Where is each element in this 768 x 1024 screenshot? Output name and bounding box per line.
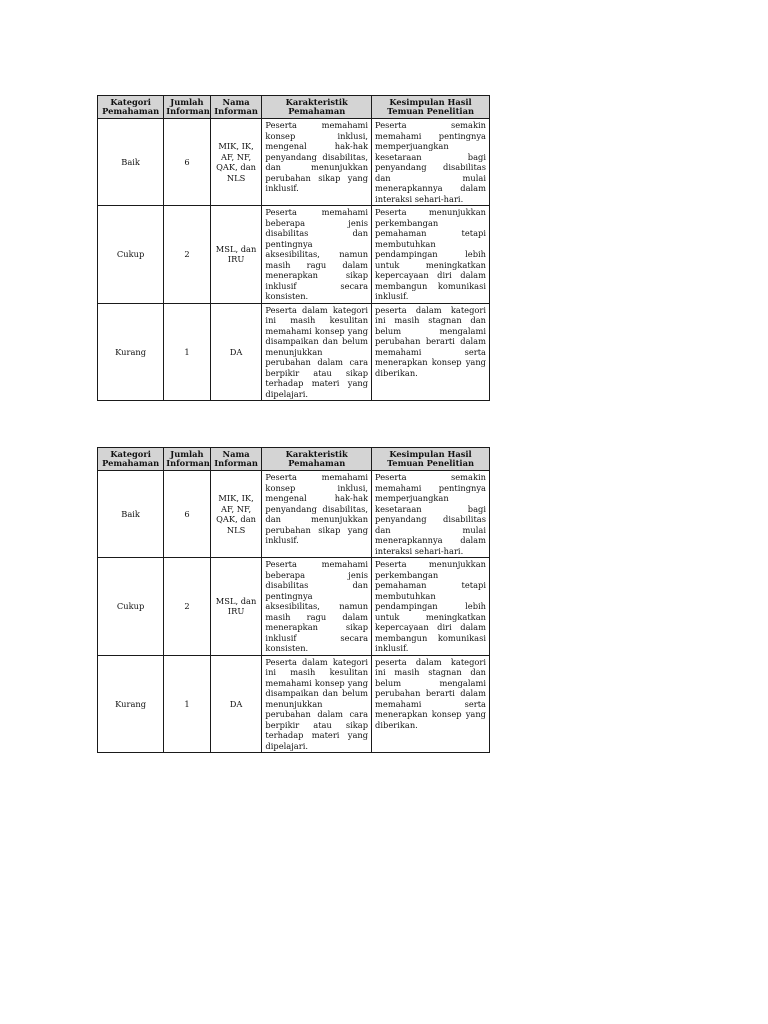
cell-nama: MSL, dan IRU <box>210 558 262 656</box>
cell-nama: DA <box>210 655 262 753</box>
table-row <box>98 655 490 753</box>
understanding-table-2 <box>97 447 490 753</box>
header-kategori: Kategori Pemahaman <box>98 448 164 471</box>
cell-karakteristik: Peserta memahami beberapa jenis disabilitas dan pentingnya aksesibilitas, namun masih ragu dalam menerapkan sikap inklusif secara konsisten. <box>262 206 372 304</box>
table-header-row <box>98 448 490 471</box>
table-row <box>98 303 490 401</box>
cell-karakteristik: Peserta memahami beberapa jenis disabilitas dan pentingnya aksesibilitas, namun masih ragu dalam menerapkan sikap inklusif secara konsisten. <box>262 558 372 656</box>
cell-kesimpulan: peserta dalam kategori ini masih stagnan dan belum mengalami perubahan berarti dalam memahami serta menerapkan konsep yang diberikan. <box>372 655 490 753</box>
table-row <box>98 119 490 206</box>
cell-nama: MIK, IK, AF, NF, QAK, dan NLS <box>210 119 262 206</box>
understanding-table-1 <box>97 95 490 401</box>
header-jumlah: Jumlah Informan <box>164 448 211 471</box>
header-karakteristik: Karakteristik Pemahaman <box>262 96 372 119</box>
cell-kesimpulan: Peserta menunjukkan perkembangan pemahaman tetapi membutuhkan pendampingan lebih untuk meningkatkan kepercayaan diri dalam membangun komunikasi inklusif. <box>372 206 490 304</box>
cell-jumlah: 2 <box>164 558 211 656</box>
cell-kategori: Kurang <box>98 655 164 753</box>
header-kesimpulan: Kesimpulan Hasil Temuan Penelitian <box>372 448 490 471</box>
cell-karakteristik: Peserta memahami konsep inklusi, mengenal hak-hak penyandang disabilitas, dan menunjukkan perubahan sikap yang inklusif. <box>262 471 372 558</box>
cell-jumlah: 2 <box>164 206 211 304</box>
cell-karakteristik: Peserta dalam kategori ini masih kesulitan memahami konsep yang disampaikan dan belum menunjukkan perubahan dalam cara berpikir atau sikap terhadap materi yang dipelajari. <box>262 303 372 401</box>
cell-kesimpulan: Peserta menunjukkan perkembangan pemahaman tetapi membutuhkan pendampingan lebih untuk meningkatkan kepercayaan diri dalam membangun komunikasi inklusif. <box>372 558 490 656</box>
cell-kesimpulan: Peserta semakin memahami pentingnya memperjuangkan kesetaraan bagi penyandang disabilitas dan mulai menerapkannya dalam interaksi sehari-hari. <box>372 119 490 206</box>
header-nama: Nama Informan <box>210 96 262 119</box>
cell-kategori: Kurang <box>98 303 164 401</box>
cell-nama: DA <box>210 303 262 401</box>
table-row <box>98 558 490 656</box>
header-jumlah: Jumlah Informan <box>164 96 211 119</box>
cell-kategori: Baik <box>98 471 164 558</box>
cell-kesimpulan: Peserta semakin memahami pentingnya memperjuangkan kesetaraan bagi penyandang disabilitas dan mulai menerapkannya dalam interaksi sehari-hari. <box>372 471 490 558</box>
cell-jumlah: 6 <box>164 471 211 558</box>
table-row <box>98 206 490 304</box>
header-kesimpulan: Kesimpulan Hasil Temuan Penelitian <box>372 96 490 119</box>
table-row <box>98 471 490 558</box>
cell-karakteristik: Peserta memahami konsep inklusi, mengenal hak-hak penyandang disabilitas, dan menunjukkan perubahan sikap yang inklusif. <box>262 119 372 206</box>
cell-kesimpulan: peserta dalam kategori ini masih stagnan dan belum mengalami perubahan berarti dalam memahami serta menerapkan konsep yang diberikan. <box>372 303 490 401</box>
cell-kategori: Cukup <box>98 206 164 304</box>
cell-nama: MIK, IK, AF, NF, QAK, dan NLS <box>210 471 262 558</box>
cell-jumlah: 6 <box>164 119 211 206</box>
header-kategori: Kategori Pemahaman <box>98 96 164 119</box>
cell-karakteristik: Peserta dalam kategori ini masih kesulitan memahami konsep yang disampaikan dan belum menunjukkan perubahan dalam cara berpikir atau sikap terhadap materi yang dipelajari. <box>262 655 372 753</box>
cell-jumlah: 1 <box>164 303 211 401</box>
table-header-row <box>98 96 490 119</box>
cell-kategori: Cukup <box>98 558 164 656</box>
cell-jumlah: 1 <box>164 655 211 753</box>
cell-kategori: Baik <box>98 119 164 206</box>
cell-nama: MSL, dan IRU <box>210 206 262 304</box>
header-nama: Nama Informan <box>210 448 262 471</box>
header-karakteristik: Karakteristik Pemahaman <box>262 448 372 471</box>
